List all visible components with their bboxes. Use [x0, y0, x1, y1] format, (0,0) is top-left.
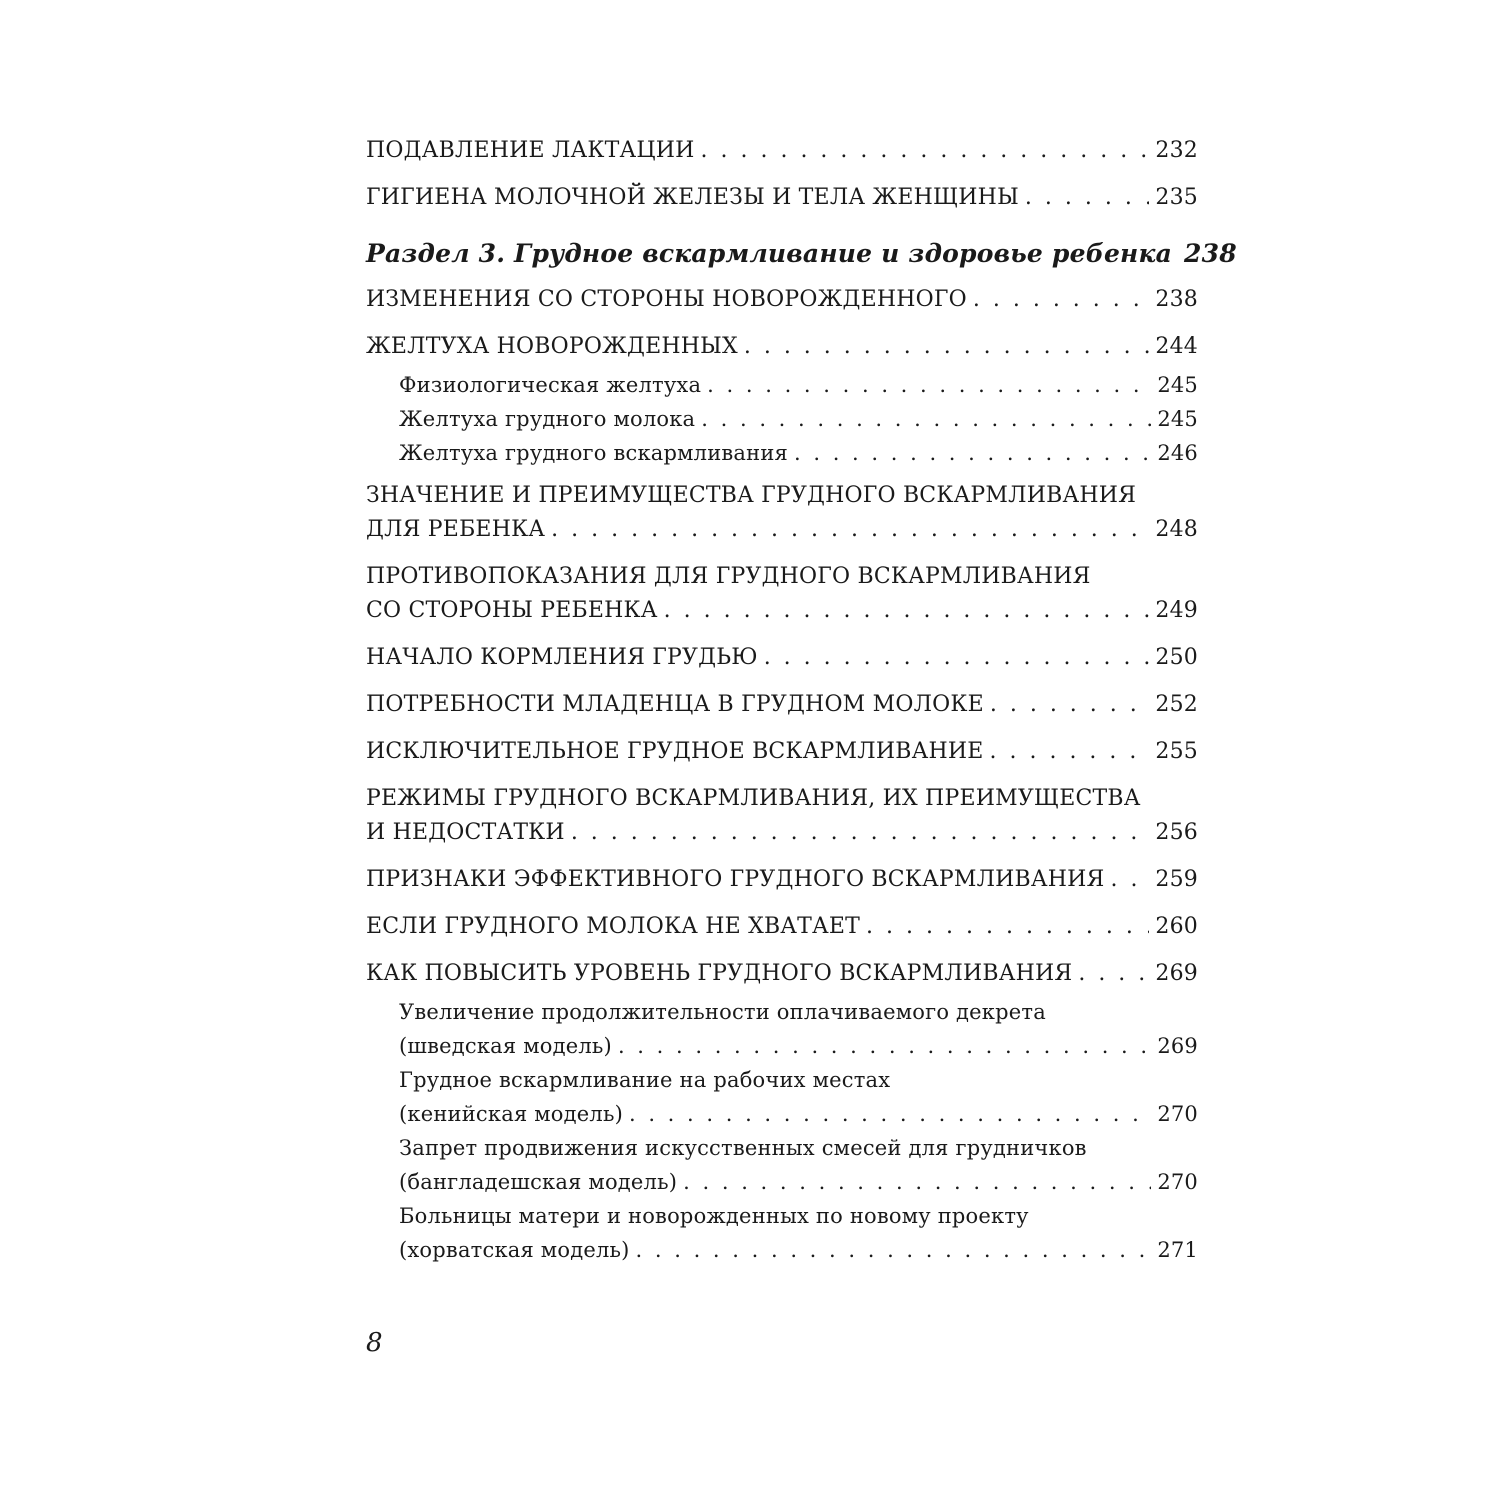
dot-leader [1111, 863, 1150, 897]
toc-subentry-title-continued: (шведская модель) [399, 1034, 612, 1058]
page-number: 8 [366, 1328, 383, 1358]
dot-leader [794, 436, 1151, 470]
dot-leader [764, 641, 1150, 675]
toc-entry [366, 910, 1198, 944]
toc-entry [366, 283, 1198, 317]
dot-leader [744, 330, 1150, 364]
toc-subentry [366, 1199, 1198, 1267]
toc-subentry [366, 436, 1198, 470]
toc-entry-page: 235 [1155, 185, 1198, 210]
dot-leader [683, 1165, 1151, 1199]
toc-subentry-page: 270 [1157, 1170, 1198, 1194]
dot-leader [636, 1233, 1152, 1267]
toc-entry-title: РЕЖИМЫ ГРУДНОГО ВСКАРМЛИВАНИЯ, ИХ ПРЕИМУЩЕСТВА [366, 786, 1141, 811]
toc-entry-title-continued: И НЕДОСТАТКИ [366, 820, 565, 845]
toc-subentry [366, 1063, 1198, 1131]
toc-subentries [366, 995, 1198, 1267]
toc-entry-page: 269 [1155, 961, 1198, 986]
toc-subentry-page: 245 [1157, 373, 1198, 397]
toc-subentry-page: 271 [1157, 1238, 1198, 1262]
toc-subentry [366, 1131, 1198, 1199]
dot-leader [1025, 181, 1149, 215]
toc-entry-title: НАЧАЛО КОРМЛЕНИЯ ГРУДЬЮ [366, 645, 758, 670]
toc-entry [366, 181, 1198, 215]
toc-entry-title: КАК ПОВЫСИТЬ УРОВЕНЬ ГРУДНОГО ВСКАРМЛИВАНИЯ [366, 961, 1073, 986]
toc-entry-title: ПРИЗНАКИ ЭФФЕКТИВНОГО ГРУДНОГО ВСКАРМЛИВАНИЯ [366, 867, 1105, 892]
toc-entry-page: 252 [1155, 692, 1198, 717]
dot-leader [990, 735, 1150, 769]
toc-entry [366, 957, 1198, 991]
toc-subentry-page: 245 [1157, 407, 1198, 431]
section-title: Раздел 3. Грудное вскармливание и здоровье ребенка [366, 239, 1172, 268]
dot-leader [701, 134, 1150, 168]
dot-leader [618, 1029, 1151, 1063]
toc-entry-title: ПОДАВЛЕНИЕ ЛАКТАЦИИ [366, 138, 695, 163]
toc-entry-title: ЕСЛИ ГРУДНОГО МОЛОКА НЕ ХВАТАЕТ [366, 914, 861, 939]
toc-subentry-title-continued: (кенийская модель) [399, 1102, 623, 1126]
toc-entry-title: ИЗМЕНЕНИЯ СО СТОРОНЫ НОВОРОЖДЕННОГО [366, 287, 967, 312]
toc-subentry-page: 269 [1157, 1034, 1198, 1058]
table-of-contents [366, 134, 1237, 1276]
toc-entry [366, 863, 1198, 897]
toc-subentries [366, 368, 1198, 470]
toc-entry [366, 688, 1198, 722]
toc-subentry-title: Желтуха грудного вскармливания [399, 441, 788, 465]
toc-subentry-title-continued: (бангладешская модель) [399, 1170, 678, 1194]
toc-subentry [366, 995, 1198, 1063]
toc-entry-title: ПОТРЕБНОСТИ МЛАДЕНЦА В ГРУДНОМ МОЛОКЕ [366, 692, 984, 717]
dot-leader [707, 368, 1151, 402]
dot-leader [973, 283, 1150, 317]
toc-entry [366, 134, 1198, 168]
dot-leader [701, 402, 1151, 436]
toc-entry-page: 232 [1155, 138, 1198, 163]
toc-subentry-title-continued: (хорватская модель) [399, 1238, 630, 1262]
toc-entry-title: ЖЕЛТУХА НОВОРОЖДЕННЫХ [366, 334, 738, 359]
toc-entry-title: ПРОТИВОПОКАЗАНИЯ ДЛЯ ГРУДНОГО ВСКАРМЛИВАНИЯ [366, 564, 1091, 589]
section-page: 238 [1184, 239, 1237, 268]
toc-entry-page: 244 [1155, 334, 1198, 359]
toc-section-heading [366, 235, 1237, 273]
dot-leader [866, 910, 1149, 944]
toc-subentry-title: Запрет продвижения искусственных смесей для грудничков [399, 1136, 1087, 1160]
toc-entry-page: 260 [1155, 914, 1198, 939]
toc-entry-page: 250 [1155, 645, 1198, 670]
toc-entry-page: 249 [1155, 598, 1198, 623]
toc-entry [366, 782, 1198, 850]
toc-entry-page: 255 [1155, 739, 1198, 764]
toc-entry [366, 479, 1198, 547]
toc-subentry-title: Физиологическая желтуха [399, 373, 702, 397]
dot-leader [571, 816, 1150, 850]
toc-entry [366, 641, 1198, 675]
toc-subentry-title: Желтуха грудного молока [399, 407, 696, 431]
toc-entry-title: ИСКЛЮЧИТЕЛЬНОЕ ГРУДНОЕ ВСКАРМЛИВАНИЕ [366, 739, 984, 764]
toc-entry-title-continued: СО СТОРОНЫ РЕБЕНКА [366, 598, 658, 623]
toc-subentry-page: 246 [1157, 441, 1198, 465]
toc-subentry-title: Грудное вскармливание на рабочих местах [399, 1068, 891, 1092]
toc-entry [366, 560, 1198, 628]
toc-entry-title-continued: ДЛЯ РЕБЕНКА [366, 517, 546, 542]
toc-entry-page: 248 [1155, 517, 1198, 542]
toc-entry [366, 735, 1198, 769]
dot-leader [629, 1097, 1151, 1131]
toc-subentry-page: 270 [1157, 1102, 1198, 1126]
toc-entry-title: ЗНАЧЕНИЕ И ПРЕИМУЩЕСТВА ГРУДНОГО ВСКАРМЛИВАНИЯ [366, 483, 1137, 508]
toc-subentry [366, 402, 1198, 436]
toc-subentry [366, 368, 1198, 402]
toc-entry-page: 256 [1155, 820, 1198, 845]
toc-entry-title: ГИГИЕНА МОЛОЧНОЙ ЖЕЛЕЗЫ И ТЕЛА ЖЕНЩИНЫ [366, 185, 1019, 210]
toc-entry-page: 259 [1155, 867, 1198, 892]
dot-leader [664, 594, 1150, 628]
toc-entry [366, 330, 1198, 364]
toc-subentry-title: Больницы матери и новорожденных по новому проекту [399, 1204, 1029, 1228]
dot-leader [551, 513, 1149, 547]
dot-leader [990, 688, 1150, 722]
toc-subentry-title: Увеличение продолжительности оплачиваемого декрета [399, 1000, 1046, 1024]
dot-leader [1078, 957, 1149, 991]
toc-entry-page: 238 [1155, 287, 1198, 312]
